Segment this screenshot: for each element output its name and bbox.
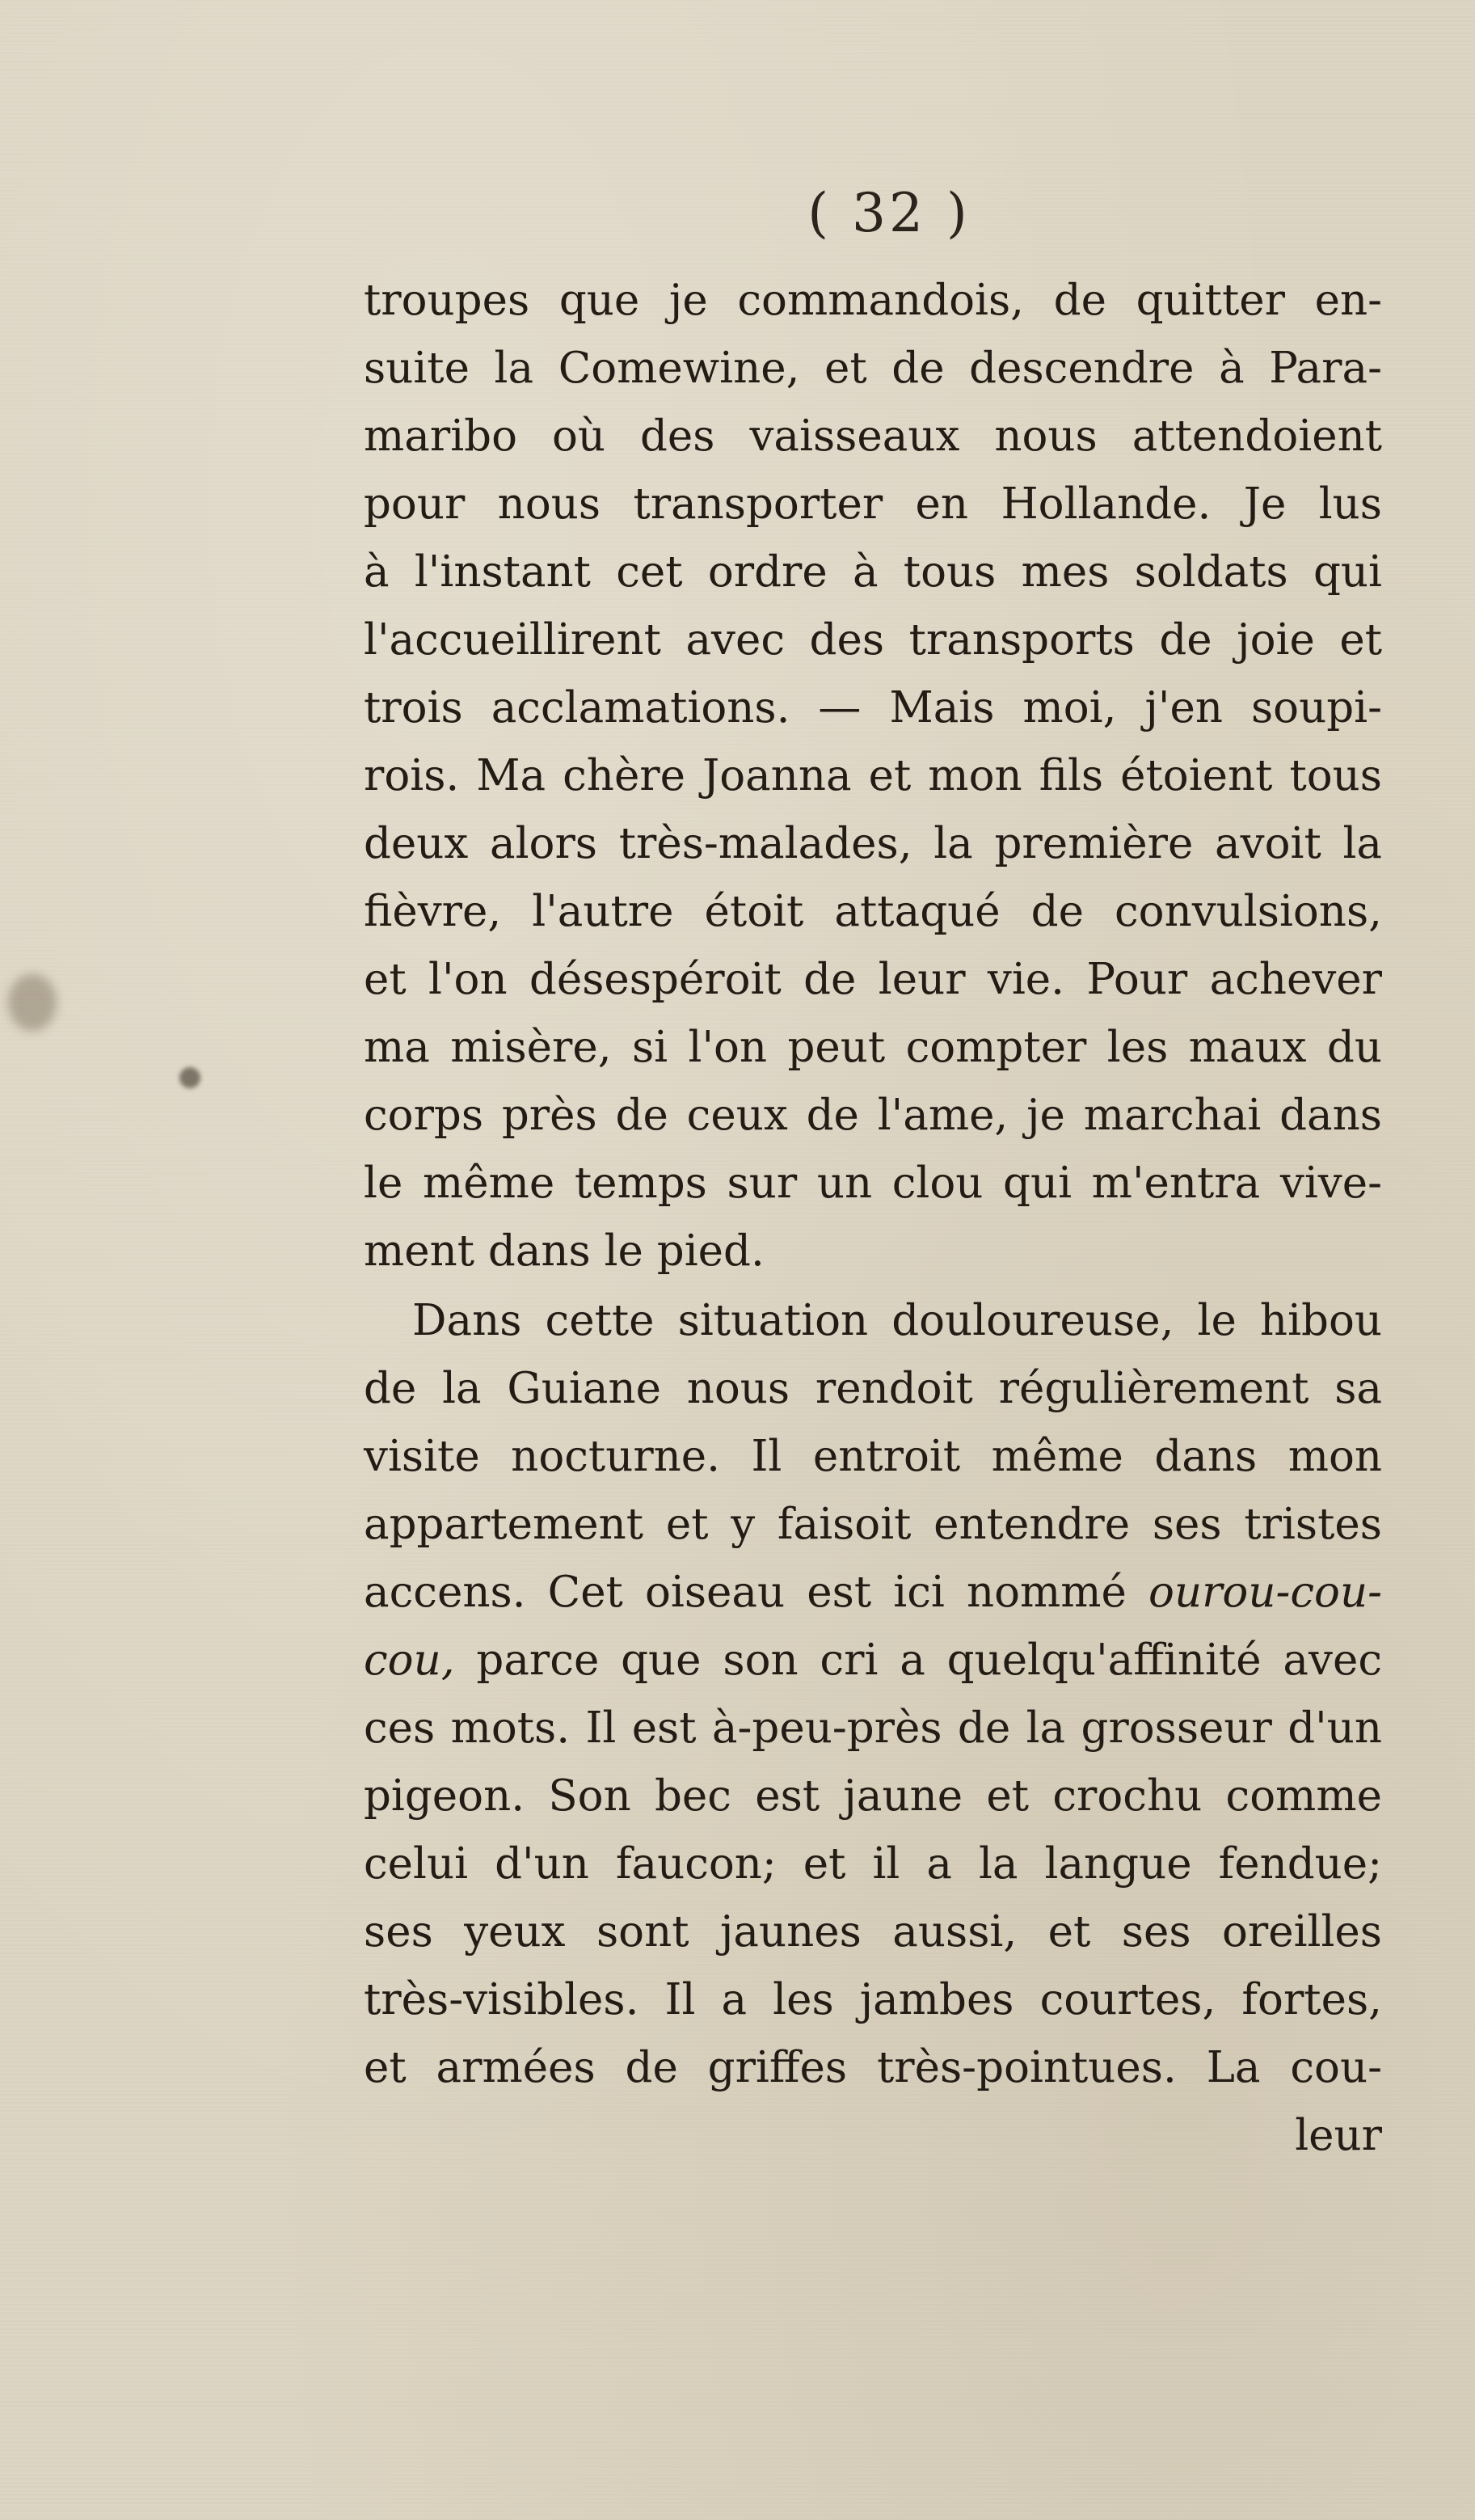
text-line: ma misère, si l'on peut compter les maux du [364, 1023, 1382, 1072]
text-line: de la Guiane nous rendoit régulièrement sa [364, 1364, 1382, 1413]
catchword: leur [1295, 2111, 1382, 2160]
text-line: et l'on désespéroit de leur vie. Pour achever [364, 955, 1382, 1004]
text-line: le même temps sur un clou qui m'entra vive- [364, 1159, 1382, 1208]
text-line: deux alors très-malades, la première avoit la [364, 819, 1382, 868]
paragraph-start-line: Dans cette situation douloureuse, le hibou [412, 1296, 1382, 1345]
ink-smudge [8, 974, 57, 1031]
text-line-with-italic [364, 1559, 1382, 1627]
italic-term: ourou-cou- [1148, 1568, 1382, 1617]
italic-term: cou, [364, 1636, 455, 1685]
text-line: maribo où des vaisseaux nous attendoient [364, 412, 1382, 461]
text-line: et armées de griffes très-pointues. La cou- [364, 2043, 1382, 2092]
text-line: suite la Comewine, et de descendre à Para- [364, 344, 1382, 393]
text-line: trois acclamations. — Mais moi, j'en soupi- [364, 683, 1382, 732]
text-span: parce que son cri a quelqu'affinité avec [454, 1636, 1382, 1685]
text-line: ses yeux sont jaunes aussi, et ses oreilles [364, 1907, 1382, 1956]
text-line: rois. Ma chère Joanna et mon fils étoient tous [364, 751, 1382, 800]
text-line: troupes que je commandois, de quitter en- [364, 276, 1382, 325]
text-line: l'accueillirent avec des transports de joie et [364, 615, 1382, 665]
text-line: à l'instant cet ordre à tous mes soldats qui [364, 547, 1382, 597]
text-line-with-italic [364, 1627, 1382, 1695]
page-number: ( 32 ) [807, 182, 971, 244]
body-text [364, 267, 1382, 2170]
text-line: visite nocturne. Il entroit même dans mon [364, 1432, 1382, 1481]
text-line: pour nous transporter en Hollande. Je lus [364, 479, 1382, 529]
text-line: très-visibles. Il a les jambes courtes, fortes, [364, 1975, 1382, 2024]
text-line: pigeon. Son bec est jaune et crochu comme [364, 1771, 1382, 1821]
text-line: ces mots. Il est à-peu-près de la grosseur d'un [364, 1703, 1382, 1753]
text-line: fièvre, l'autre étoit attaqué de convulsions, [364, 887, 1382, 936]
text-span: accens. Cet oiseau est ici nommé [364, 1568, 1149, 1617]
paragraph-end-line: ment dans le pied. [364, 1226, 765, 1276]
text-line: celui d'un faucon; et il a la langue fendue; [364, 1839, 1382, 1889]
ink-spot [179, 1067, 200, 1088]
text-line: appartement et y faisoit entendre ses tristes [364, 1500, 1382, 1549]
text-line: corps près de ceux de l'ame, je marchai dans [364, 1091, 1382, 1140]
